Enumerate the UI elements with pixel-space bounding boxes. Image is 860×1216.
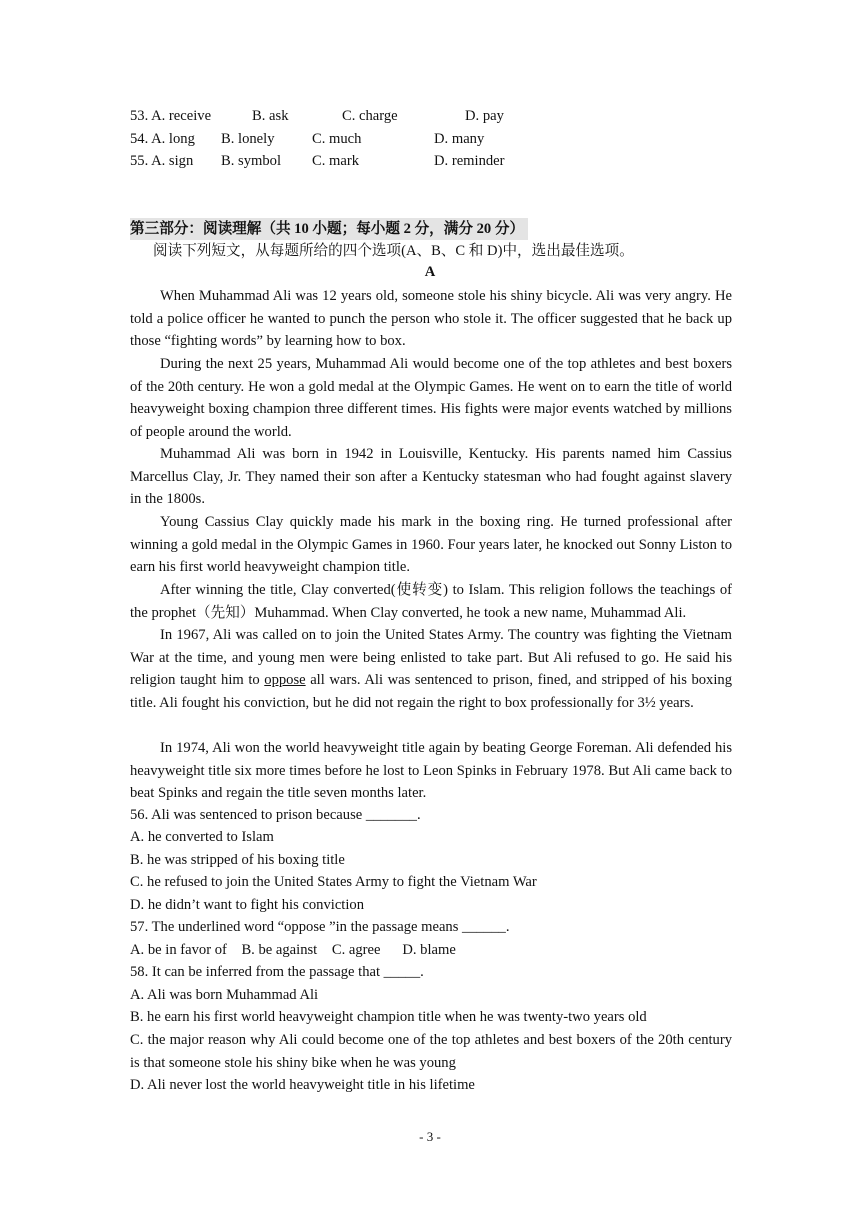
page-number: - 3 - (419, 1129, 441, 1144)
option-54-b: B. lonely (221, 131, 275, 147)
passage-paragraph-1: When Muhammad Ali was 12 years old, someone stole his shiny bicycle. Ali was very angry. He told a police officer he wanted to punch the person who stole it. The officer suggested that he back up those “fighting words” by learning how to box. (130, 288, 732, 350)
question-56-option-c: C. he refused to join the United States Army to fight the Vietnam War (130, 874, 537, 890)
option-54-a: 54. A. long (130, 131, 195, 147)
option-53-c: C. charge (342, 108, 398, 124)
question-58-option-a: A. Ali was born Muhammad Ali (130, 987, 319, 1003)
question-56: 56. Ali was sentenced to prison because _______. (130, 807, 421, 823)
option-53-d: D. pay (465, 108, 504, 124)
question-58: 58. It can be inferred from the passage that _____. (130, 964, 424, 980)
option-55-d: D. reminder (434, 153, 505, 169)
option-55-c: C. mark (312, 153, 360, 169)
question-56-option-b: B. he was stripped of his boxing title (130, 852, 345, 868)
question-56-option-a: A. he converted to Islam (130, 829, 274, 845)
question-58-option-d: D. Ali never lost the world heavyweight title in his lifetime (130, 1077, 475, 1093)
section-title: 第三部分：阅读理解（共 10 小题；每小题 2 分，满分 20 分） (130, 218, 528, 240)
passage-paragraph-4: Young Cassius Clay quickly made his mark in the boxing ring. He turned professional after winning a gold medal in the Olympic Games in 1960. Four years later, he knocked out Sonny Liston to earn his first world heavyweight champion title. (130, 514, 732, 576)
option-55-b: B. symbol (221, 153, 282, 169)
passage-paragraph-3: Muhammad Ali was born in 1942 in Louisville, Kentucky. His parents named him Cassius Marcellus Clay, Jr. They named their son after a Kentucky statesman who had fought against slavery in the 1800s. (130, 446, 732, 508)
option-55-a: 55. A. sign (130, 153, 194, 169)
passage-paragraph-2: During the next 25 years, Muhammad Ali would become one of the top athletes and best boxers of the 20th century. He won a gold medal at the Olympic Games. He went on to earn the title of world heavyweight boxing champion three different times. His fights were major events watched by millions of people around the world. (130, 356, 732, 440)
option-53-b: B. ask (252, 108, 289, 124)
paragraph-6-text-b: all wars. Ali was sentenced to prison, fined, and stripped of his boxing title. Ali fought his conviction, but he did not regain the right to box professionally for 3½ years. (130, 672, 732, 711)
section-instruction: 阅读下列短文，从每题所给的四个选项(A、B、C 和 D)中，选出最佳选项。 (153, 243, 634, 259)
question-58-option-b: B. he earn his first world heavyweight champion title when he was twenty-two years old (130, 1009, 647, 1025)
passage-paragraph-7: In 1974, Ali won the world heavyweight title again by beating George Foreman. Ali defended his heavyweight title six more times before he lost to Leon Spinks in February 1978. But Ali came back to beat Spinks and regain the title seven months later. (130, 740, 732, 802)
option-54-d: D. many (434, 131, 485, 147)
question-56-option-d: D. he didn’t want to fight his conviction (130, 897, 365, 913)
paragraph-6-text-a: In 1967, Ali was called on to join the United States Army. The country was fighting the Vietnam War at the time, and young men were being enlisted to take part. But Ali refused to go. He said his religion taught him to (130, 627, 732, 689)
question-57-options: A. be in favor of B. be against C. agree D. blame (130, 942, 456, 958)
passage-paragraph-5: After winning the title, Clay converted(使转变) to Islam. This religion follows the teachings of the prophet（先知）Muhammad. When Clay converted, he took a new name, Muhammad Ali. (130, 582, 732, 621)
passage-label: A (424, 264, 436, 280)
option-53-a: 53. A. receive (130, 108, 212, 124)
question-57: 57. The underlined word “oppose ”in the passage means ______. (130, 919, 510, 935)
question-58-option-c: C. the major reason why Ali could become one of the top athletes and best boxers of the 20th century is that someone stole his shiny bike when he was young (130, 1032, 732, 1071)
passage-paragraph-6 (130, 624, 732, 714)
option-54-c: C. much (312, 131, 362, 147)
underlined-word-oppose: oppose (264, 672, 306, 689)
